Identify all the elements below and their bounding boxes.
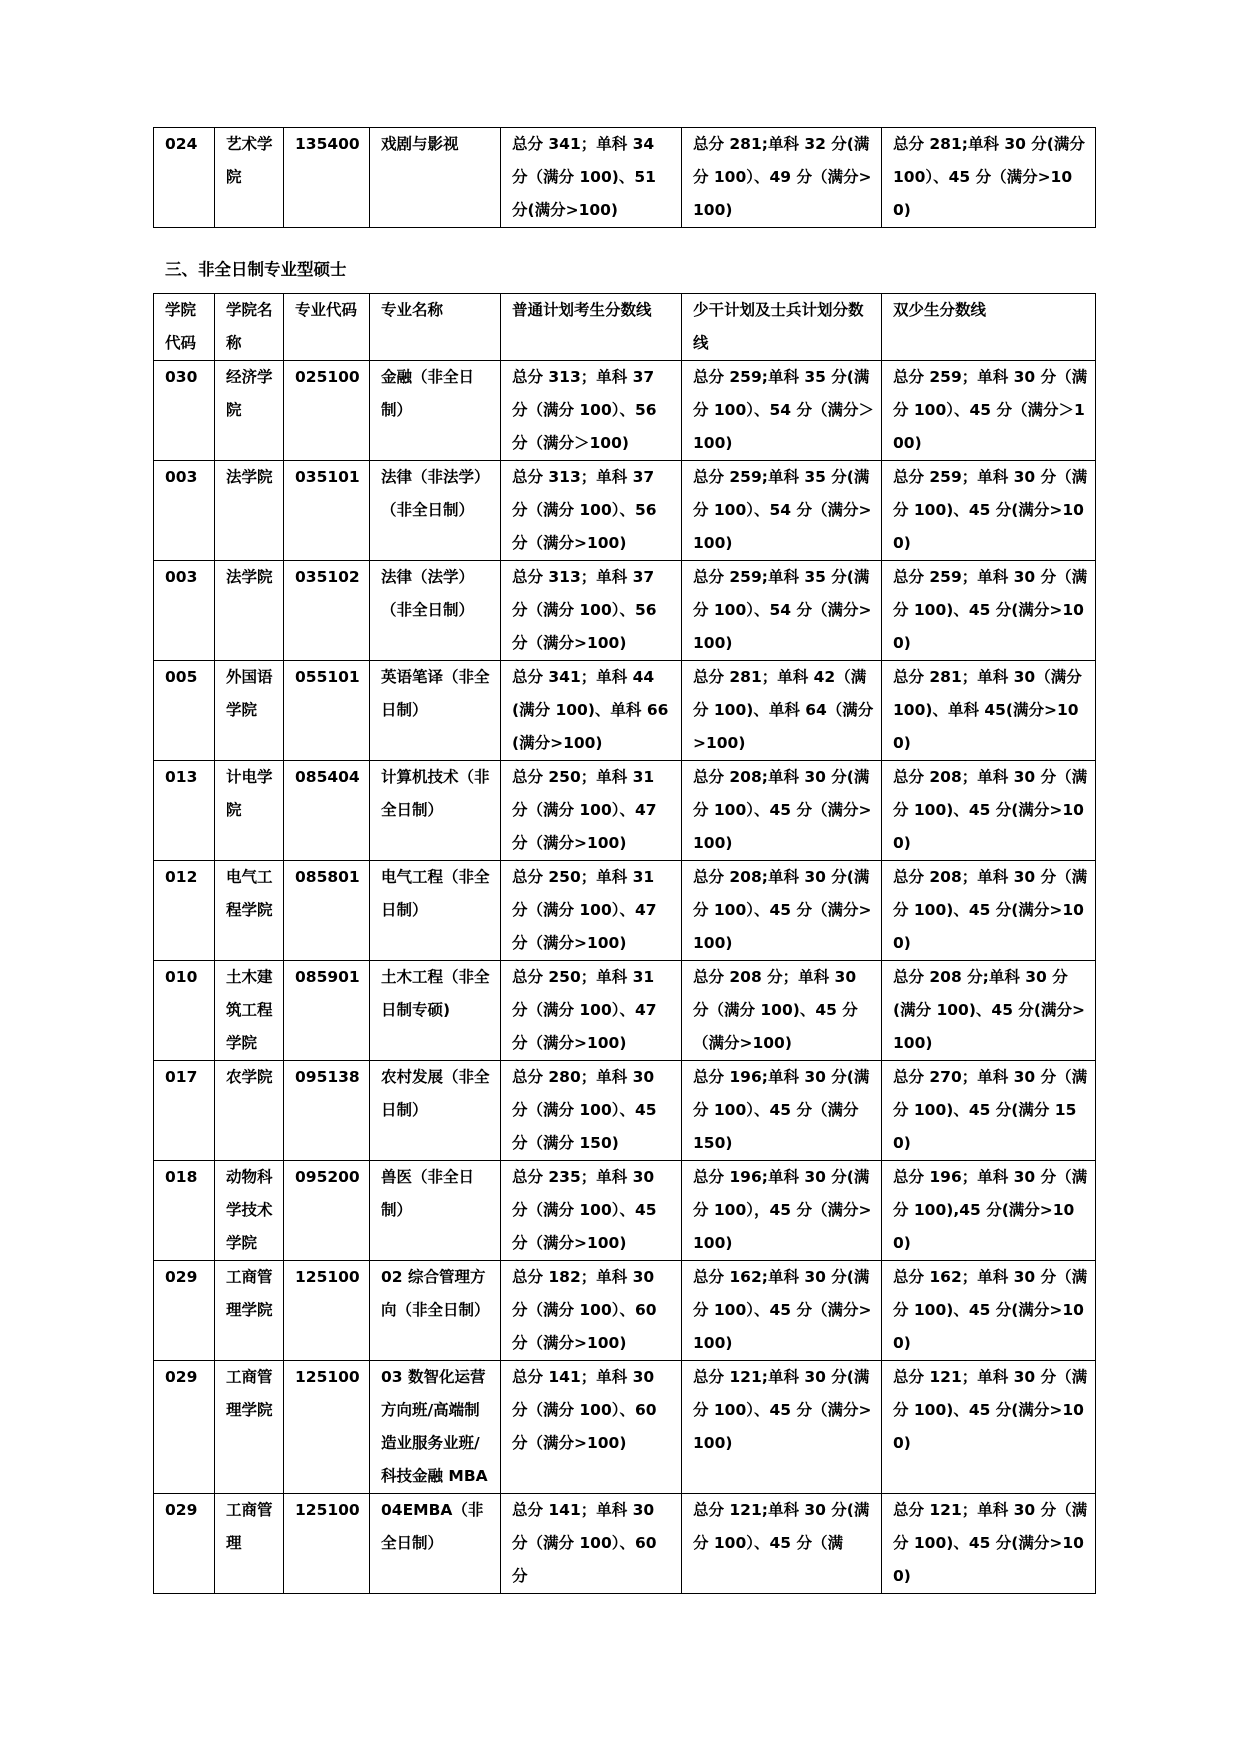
college-code-cell: 029 xyxy=(154,1494,215,1594)
dual-minority-score-cell: 总分 270；单科 30 分（满分 100)、45 分(满分 150) xyxy=(882,1061,1096,1161)
major-name-cell: 法律（非法学）（非全日制） xyxy=(370,461,501,561)
college-code-cell: 029 xyxy=(154,1261,215,1361)
regular-score-cell: 总分 313；单科 37 分（满分 100）、56 分（满分>100) xyxy=(501,561,682,661)
college-name-cell: 工商管理学院 xyxy=(215,1361,284,1494)
regular-score-cell: 总分 341；单科 44(满分 100)、单科 66(满分>100) xyxy=(501,661,682,761)
top-table-body xyxy=(154,128,1096,228)
college-code-cell: 017 xyxy=(154,1061,215,1161)
dual-minority-score-cell: 总分 281;单科 30 分(满分 100）、45 分（满分>100) xyxy=(882,128,1096,228)
table-row xyxy=(154,1161,1096,1261)
major-code-cell: 085901 xyxy=(284,961,370,1061)
regular-score-cell: 总分 313；单科 37 分（满分 100）、56 分（满分>100) xyxy=(501,461,682,561)
table-row xyxy=(154,1361,1096,1494)
table-row xyxy=(154,661,1096,761)
college-name-cell: 法学院 xyxy=(215,561,284,661)
major-code-cell: 095138 xyxy=(284,1061,370,1161)
college-name-cell: 土木建筑工程学院 xyxy=(215,961,284,1061)
major-code-cell: 085404 xyxy=(284,761,370,861)
table-row xyxy=(154,361,1096,461)
college-code-cell: 005 xyxy=(154,661,215,761)
dual-minority-score-cell: 总分 208 分;单科 30 分(满分 100)、45 分(满分>100) xyxy=(882,961,1096,1061)
major-code-cell: 025100 xyxy=(284,361,370,461)
college-name-cell: 农学院 xyxy=(215,1061,284,1161)
header-major-code: 专业代码 xyxy=(284,294,370,361)
major-name-cell: 英语笔译（非全日制） xyxy=(370,661,501,761)
major-code-cell: 125100 xyxy=(284,1361,370,1494)
dual-minority-score-cell: 总分 196；单科 30 分（满分 100),45 分(满分>100) xyxy=(882,1161,1096,1261)
dual-minority-score-cell: 总分 259；单科 30 分（满分 100)、45 分(满分>100) xyxy=(882,461,1096,561)
college-name-cell: 计电学院 xyxy=(215,761,284,861)
major-name-cell: 戏剧与影视 xyxy=(370,128,501,228)
table-row xyxy=(154,561,1096,661)
college-name-cell: 工商管理 xyxy=(215,1494,284,1594)
minority-soldier-score-cell: 总分 208 分；单科 30 分（满分 100)、45 分（满分>100) xyxy=(682,961,882,1061)
college-code-cell: 012 xyxy=(154,861,215,961)
major-code-cell: 035102 xyxy=(284,561,370,661)
table-row xyxy=(154,961,1096,1061)
college-name-cell: 电气工程学院 xyxy=(215,861,284,961)
header-dual-minority-score: 双少生分数线 xyxy=(882,294,1096,361)
regular-score-cell: 总分 280；单科 30 分（满分 100）、45 分（满分 150) xyxy=(501,1061,682,1161)
college-name-cell: 艺术学院 xyxy=(215,128,284,228)
major-name-cell: 电气工程（非全日制） xyxy=(370,861,501,961)
college-name-cell: 动物科学技术学院 xyxy=(215,1161,284,1261)
minority-soldier-score-cell: 总分 208;单科 30 分(满分 100）、45 分（满分>100) xyxy=(682,861,882,961)
minority-soldier-score-cell: 总分 162;单科 30 分(满分 100）、45 分（满分>100) xyxy=(682,1261,882,1361)
major-code-cell: 055101 xyxy=(284,661,370,761)
major-name-cell: 03 数智化运营方向班/高端制造业服务业班/科技金融 MBA xyxy=(370,1361,501,1494)
minority-soldier-score-cell: 总分 281;单科 32 分(满分 100）、49 分（满分>100) xyxy=(682,128,882,228)
regular-score-cell: 总分 250；单科 31 分（满分 100）、47 分（满分>100) xyxy=(501,861,682,961)
major-name-cell: 计算机技术（非全日制） xyxy=(370,761,501,861)
major-name-cell: 农村发展（非全日制） xyxy=(370,1061,501,1161)
college-code-cell: 030 xyxy=(154,361,215,461)
major-name-cell: 金融（非全日制） xyxy=(370,361,501,461)
college-code-cell: 024 xyxy=(154,128,215,228)
top-score-table xyxy=(153,127,1096,228)
minority-soldier-score-cell: 总分 196;单科 30 分(满分 100），45 分（满分>100) xyxy=(682,1161,882,1261)
major-code-cell: 135400 xyxy=(284,128,370,228)
dual-minority-score-cell: 总分 121；单科 30 分（满分 100)、45 分(满分>100) xyxy=(882,1494,1096,1594)
minority-soldier-score-cell: 总分 208;单科 30 分(满分 100）、45 分（满分>100) xyxy=(682,761,882,861)
college-code-cell: 013 xyxy=(154,761,215,861)
regular-score-cell: 总分 235；单科 30 分（满分 100）、45 分（满分>100) xyxy=(501,1161,682,1261)
regular-score-cell: 总分 250；单科 31 分（满分 100）、47 分（满分>100) xyxy=(501,961,682,1061)
table-row xyxy=(154,128,1096,228)
major-name-cell: 土木工程（非全日制专硕) xyxy=(370,961,501,1061)
table-row xyxy=(154,861,1096,961)
minority-soldier-score-cell: 总分 281；单科 42（满分 100)、单科 64（满分>100) xyxy=(682,661,882,761)
major-name-cell: 02 综合管理方向（非全日制） xyxy=(370,1261,501,1361)
college-code-cell: 029 xyxy=(154,1361,215,1494)
minority-soldier-score-cell: 总分 259;单科 35 分(满分 100）、54 分（满分＞100) xyxy=(682,361,882,461)
dual-minority-score-cell: 总分 208；单科 30 分（满分 100)、45 分(满分>100) xyxy=(882,861,1096,961)
regular-score-cell: 总分 141；单科 30 分（满分 100）、60 分（满分>100) xyxy=(501,1361,682,1494)
main-table-body xyxy=(154,361,1096,1594)
major-code-cell: 095200 xyxy=(284,1161,370,1261)
dual-minority-score-cell: 总分 121；单科 30 分（满分 100)、45 分(满分>100) xyxy=(882,1361,1096,1494)
college-code-cell: 010 xyxy=(154,961,215,1061)
minority-soldier-score-cell: 总分 196;单科 30 分(满分 100）、45 分（满分 150) xyxy=(682,1061,882,1161)
header-major-name: 专业名称 xyxy=(370,294,501,361)
dual-minority-score-cell: 总分 281；单科 30（满分 100)、单科 45(满分>100) xyxy=(882,661,1096,761)
regular-score-cell: 总分 341；单科 34 分（满分 100)、51 分(满分>100) xyxy=(501,128,682,228)
table-row xyxy=(154,1261,1096,1361)
table-row xyxy=(154,461,1096,561)
minority-soldier-score-cell: 总分 259;单科 35 分(满分 100）、54 分（满分>100) xyxy=(682,461,882,561)
major-code-cell: 125100 xyxy=(284,1494,370,1594)
college-name-cell: 外国语学院 xyxy=(215,661,284,761)
header-row xyxy=(154,294,1096,361)
table-row xyxy=(154,1061,1096,1161)
minority-soldier-score-cell: 总分 121;单科 30 分(满分 100）、45 分（满分>100) xyxy=(682,1361,882,1494)
college-code-cell: 018 xyxy=(154,1161,215,1261)
section-heading: 三、非全日制专业型硕士 xyxy=(165,260,347,279)
table-row xyxy=(154,761,1096,861)
dual-minority-score-cell: 总分 259；单科 30 分（满分 100）、45 分（满分＞100) xyxy=(882,361,1096,461)
table-row xyxy=(154,1494,1096,1594)
minority-soldier-score-cell: 总分 121;单科 30 分(满分 100）、45 分（满 xyxy=(682,1494,882,1594)
college-name-cell: 经济学院 xyxy=(215,361,284,461)
header-minority-soldier-plan-score: 少干计划及士兵计划分数线 xyxy=(682,294,882,361)
part-time-master-score-table xyxy=(153,293,1096,1594)
college-code-cell: 003 xyxy=(154,561,215,661)
regular-score-cell: 总分 250；单科 31 分（满分 100）、47 分（满分>100) xyxy=(501,761,682,861)
regular-score-cell: 总分 141；单科 30 分（满分 100）、60 分 xyxy=(501,1494,682,1594)
college-name-cell: 法学院 xyxy=(215,461,284,561)
major-name-cell: 兽医（非全日制） xyxy=(370,1161,501,1261)
header-college-code: 学院代码 xyxy=(154,294,215,361)
header-regular-plan-score: 普通计划考生分数线 xyxy=(501,294,682,361)
major-name-cell: 法律（法学）（非全日制） xyxy=(370,561,501,661)
regular-score-cell: 总分 313；单科 37 分（满分 100）、56 分（满分＞100) xyxy=(501,361,682,461)
dual-minority-score-cell: 总分 162；单科 30 分（满分 100)、45 分(满分>100) xyxy=(882,1261,1096,1361)
dual-minority-score-cell: 总分 259；单科 30 分（满分 100)、45 分(满分>100) xyxy=(882,561,1096,661)
major-code-cell: 125100 xyxy=(284,1261,370,1361)
header-college-name: 学院名称 xyxy=(215,294,284,361)
dual-minority-score-cell: 总分 208；单科 30 分（满分 100)、45 分(满分>100) xyxy=(882,761,1096,861)
regular-score-cell: 总分 182；单科 30 分（满分 100）、60 分（满分>100) xyxy=(501,1261,682,1361)
major-name-cell: 04EMBA（非全日制） xyxy=(370,1494,501,1594)
major-code-cell: 035101 xyxy=(284,461,370,561)
college-code-cell: 003 xyxy=(154,461,215,561)
college-name-cell: 工商管理学院 xyxy=(215,1261,284,1361)
minority-soldier-score-cell: 总分 259;单科 35 分(满分 100）、54 分（满分>100) xyxy=(682,561,882,661)
major-code-cell: 085801 xyxy=(284,861,370,961)
